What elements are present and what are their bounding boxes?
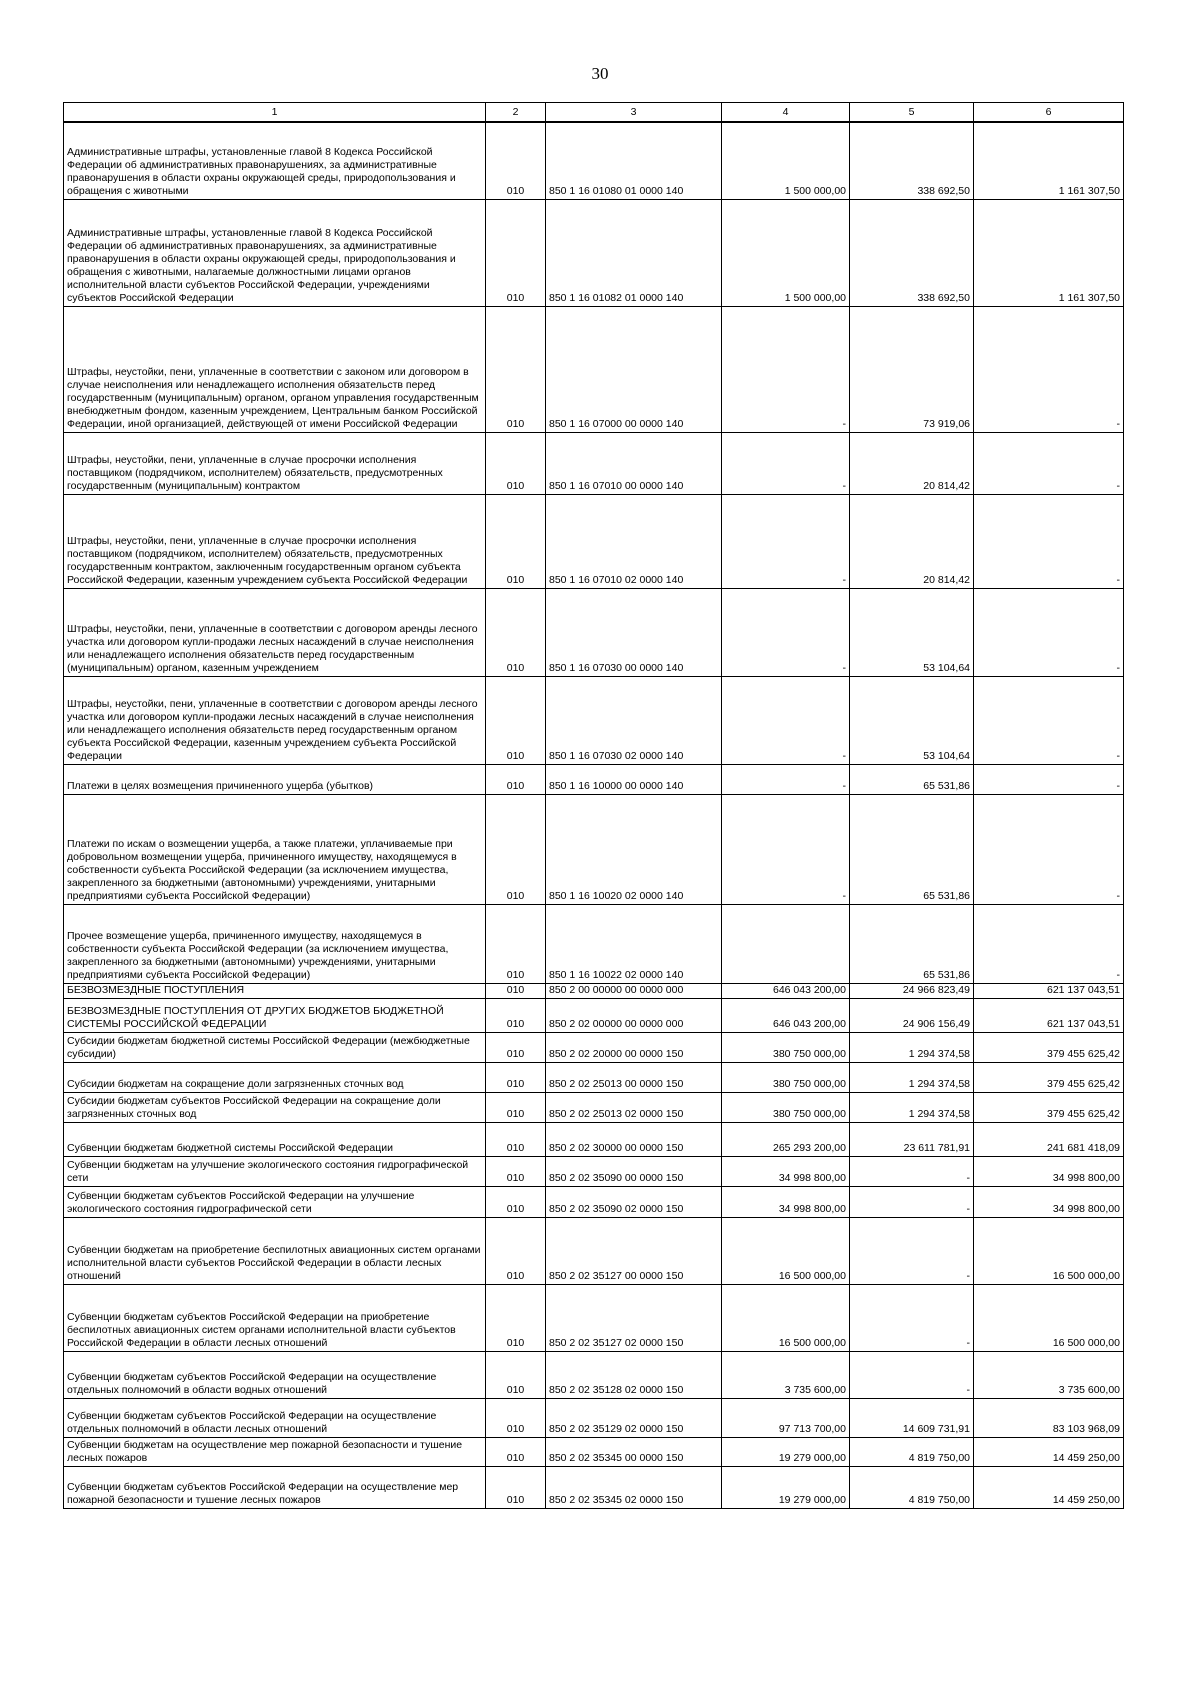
row-executed: 14 609 731,91: [850, 1398, 974, 1437]
table-row: [64, 676, 1124, 764]
table-row: [64, 1284, 1124, 1351]
table-row: [64, 1351, 1124, 1398]
row-name: Платежи в целях возмещения причиненного ущерба (убытков): [64, 764, 486, 794]
row-code: 010: [486, 1398, 546, 1437]
row-approved: 34 998 800,00: [722, 1186, 850, 1217]
row-name: Административные штрафы, установленные главой 8 Кодекса Российской Федерации об административных правонарушениях, за административные правонарушения в области охраны окружающей среды, природопользования и обращения с животными, налагаемые должностными лицами органов исполнительной власти субъектов Российской Федерации, учреждениями субъектов Российской Федерации: [64, 199, 486, 306]
row-approved: -: [722, 306, 850, 432]
row-code: 010: [486, 998, 546, 1032]
row-name: Субвенции бюджетам бюджетной системы Российской Федерации: [64, 1122, 486, 1156]
row-unexecuted: 621 137 043,51: [974, 983, 1124, 998]
row-unexecuted: 16 500 000,00: [974, 1217, 1124, 1284]
row-approved: 34 998 800,00: [722, 1156, 850, 1186]
row-unexecuted: 1 161 307,50: [974, 199, 1124, 306]
row-executed: 4 819 750,00: [850, 1437, 974, 1466]
row-executed: 1 294 374,58: [850, 1032, 974, 1062]
row-name: Субвенции бюджетам субъектов Российской Федерации на осуществление отдельных полномочий в области лесных отношений: [64, 1398, 486, 1437]
row-approved: -: [722, 588, 850, 676]
row-name: Субсидии бюджетам на сокращение доли загрязненных сточных вод: [64, 1062, 486, 1092]
row-approved: 19 279 000,00: [722, 1437, 850, 1466]
row-approved: 16 500 000,00: [722, 1217, 850, 1284]
row-kbk: 850 2 02 35127 02 0000 150: [546, 1284, 722, 1351]
row-approved: -: [722, 432, 850, 494]
row-executed: 20 814,42: [850, 432, 974, 494]
row-executed: 1 294 374,58: [850, 1092, 974, 1122]
row-unexecuted: 379 455 625,42: [974, 1062, 1124, 1092]
row-unexecuted: 34 998 800,00: [974, 1156, 1124, 1186]
row-kbk: 850 2 02 35090 02 0000 150: [546, 1186, 722, 1217]
row-executed: 338 692,50: [850, 199, 974, 306]
row-kbk: 850 2 02 30000 00 0000 150: [546, 1122, 722, 1156]
row-name: Административные штрафы, установленные главой 8 Кодекса Российской Федерации об административных правонарушениях, за административные правонарушения в области охраны окружающей среды, природопользования и обращения с животными: [64, 122, 486, 199]
table-row: [64, 199, 1124, 306]
row-code: 010: [486, 1122, 546, 1156]
table-row: [64, 432, 1124, 494]
row-unexecuted: 1 161 307,50: [974, 122, 1124, 199]
row-unexecuted: 14 459 250,00: [974, 1466, 1124, 1508]
table-row: [64, 1466, 1124, 1508]
row-kbk: 850 2 02 25013 02 0000 150: [546, 1092, 722, 1122]
row-kbk: 850 1 16 01080 01 0000 140: [546, 122, 722, 199]
row-approved: 380 750 000,00: [722, 1092, 850, 1122]
row-kbk: 850 1 16 10020 02 0000 140: [546, 794, 722, 904]
row-code: 010: [486, 764, 546, 794]
row-kbk: 850 1 16 10022 02 0000 140: [546, 904, 722, 983]
row-unexecuted: -: [974, 494, 1124, 588]
row-approved: -: [722, 494, 850, 588]
table-row: [64, 588, 1124, 676]
column-header-3: 3: [546, 103, 722, 123]
row-approved: -: [722, 764, 850, 794]
row-unexecuted: 379 455 625,42: [974, 1032, 1124, 1062]
row-executed: 24 906 156,49: [850, 998, 974, 1032]
row-executed: 65 531,86: [850, 764, 974, 794]
row-approved: 265 293 200,00: [722, 1122, 850, 1156]
row-kbk: 850 2 02 35129 02 0000 150: [546, 1398, 722, 1437]
row-name: Штрафы, неустойки, пени, уплаченные в соответствии с договором аренды лесного участка или договором купли-продажи лесных насаждений в случае неисполнения или ненадлежащего исполнения обязательств перед государственным (муниципальным) органом, казенным учреждением: [64, 588, 486, 676]
row-kbk: 850 2 02 35345 00 0000 150: [546, 1437, 722, 1466]
table-row: [64, 1032, 1124, 1062]
row-executed: 20 814,42: [850, 494, 974, 588]
table-row: [64, 494, 1124, 588]
row-approved: 3 735 600,00: [722, 1351, 850, 1398]
row-code: 010: [486, 904, 546, 983]
row-code: 010: [486, 199, 546, 306]
table-row: [64, 1186, 1124, 1217]
row-name: Субсидии бюджетам бюджетной системы Российской Федерации (межбюджетные субсидии): [64, 1032, 486, 1062]
row-unexecuted: -: [974, 904, 1124, 983]
row-approved: -: [722, 676, 850, 764]
row-executed: 338 692,50: [850, 122, 974, 199]
row-kbk: 850 2 00 00000 00 0000 000: [546, 983, 722, 998]
row-kbk: 850 1 16 07000 00 0000 140: [546, 306, 722, 432]
table-row: [64, 122, 1124, 199]
row-unexecuted: -: [974, 764, 1124, 794]
row-code: 010: [486, 676, 546, 764]
row-code: 010: [486, 1351, 546, 1398]
row-executed: 73 919,06: [850, 306, 974, 432]
row-code: 010: [486, 1092, 546, 1122]
row-code: 010: [486, 1186, 546, 1217]
row-kbk: 850 1 16 07030 00 0000 140: [546, 588, 722, 676]
row-code: 010: [486, 1437, 546, 1466]
row-executed: 1 294 374,58: [850, 1062, 974, 1092]
row-kbk: 850 1 16 07030 02 0000 140: [546, 676, 722, 764]
table-row: [64, 904, 1124, 983]
row-name: Субвенции бюджетам субъектов Российской Федерации на осуществление отдельных полномочий в области водных отношений: [64, 1351, 486, 1398]
row-kbk: 850 2 02 35090 00 0000 150: [546, 1156, 722, 1186]
row-kbk: 850 2 02 35345 02 0000 150: [546, 1466, 722, 1508]
row-executed: -: [850, 1156, 974, 1186]
table-body: [64, 122, 1124, 1508]
row-approved: 1 500 000,00: [722, 122, 850, 199]
row-approved: 1 500 000,00: [722, 199, 850, 306]
row-kbk: 850 2 02 35127 00 0000 150: [546, 1217, 722, 1284]
row-name: Субвенции бюджетам на приобретение беспилотных авиационных систем органами исполнительной власти субъектов Российской Федерации в области лесных отношений: [64, 1217, 486, 1284]
row-executed: -: [850, 1284, 974, 1351]
row-name: Штрафы, неустойки, пени, уплаченные в случае просрочки исполнения поставщиком (подрядчиком, исполнителем) обязательств, предусмотренных государственным контрактом, заключенным государственным органом субъекта Российской Федерации, казенным учреждением субъекта Российской Федерации: [64, 494, 486, 588]
row-code: 010: [486, 588, 546, 676]
row-code: 010: [486, 1284, 546, 1351]
row-unexecuted: -: [974, 588, 1124, 676]
column-number-row: [64, 103, 1124, 123]
row-code: 010: [486, 1466, 546, 1508]
row-unexecuted: -: [974, 676, 1124, 764]
row-executed: 65 531,86: [850, 794, 974, 904]
table-row: [64, 1122, 1124, 1156]
row-kbk: 850 1 16 07010 00 0000 140: [546, 432, 722, 494]
row-code: 010: [486, 1032, 546, 1062]
row-name: Субвенции бюджетам субъектов Российской Федерации на улучшение экологического состояния гидрографической сети: [64, 1186, 486, 1217]
row-executed: -: [850, 1351, 974, 1398]
column-header-1: 1: [64, 103, 486, 123]
row-approved: 380 750 000,00: [722, 1032, 850, 1062]
row-approved: 97 713 700,00: [722, 1398, 850, 1437]
row-executed: 53 104,64: [850, 588, 974, 676]
row-kbk: 850 1 16 10000 00 0000 140: [546, 764, 722, 794]
row-code: 010: [486, 432, 546, 494]
row-code: 010: [486, 494, 546, 588]
table-row: [64, 998, 1124, 1032]
row-code: 010: [486, 122, 546, 199]
table-row: [64, 1217, 1124, 1284]
row-executed: -: [850, 1217, 974, 1284]
row-code: 010: [486, 1062, 546, 1092]
table-row: [64, 1156, 1124, 1186]
row-code: 010: [486, 983, 546, 998]
row-executed: 65 531,86: [850, 904, 974, 983]
table-row: [64, 983, 1124, 998]
table-row: [64, 306, 1124, 432]
row-approved: 646 043 200,00: [722, 983, 850, 998]
row-name: БЕЗВОЗМЕЗДНЫЕ ПОСТУПЛЕНИЯ: [64, 983, 486, 998]
table-row: [64, 794, 1124, 904]
row-unexecuted: 379 455 625,42: [974, 1092, 1124, 1122]
column-header-5: 5: [850, 103, 974, 123]
row-code: 010: [486, 306, 546, 432]
row-name: Штрафы, неустойки, пени, уплаченные в случае просрочки исполнения поставщиком (подрядчиком, исполнителем) обязательств, предусмотренных государственным (муниципальным) контрактом: [64, 432, 486, 494]
table-row: [64, 1062, 1124, 1092]
row-name: Субвенции бюджетам субъектов Российской Федерации на приобретение беспилотных авиационных систем органами исполнительной власти субъектов Российской Федерации в области лесных отношений: [64, 1284, 486, 1351]
column-header-2: 2: [486, 103, 546, 123]
table-row: [64, 764, 1124, 794]
row-unexecuted: -: [974, 432, 1124, 494]
row-name: БЕЗВОЗМЕЗДНЫЕ ПОСТУПЛЕНИЯ ОТ ДРУГИХ БЮДЖЕТОВ БЮДЖЕТНОЙ СИСТЕМЫ РОССИЙСКОЙ ФЕДЕРАЦИИ: [64, 998, 486, 1032]
row-unexecuted: 83 103 968,09: [974, 1398, 1124, 1437]
row-name: Субсидии бюджетам субъектов Российской Федерации на сокращение доли загрязненных сточных вод: [64, 1092, 486, 1122]
row-code: 010: [486, 1217, 546, 1284]
table-row: [64, 1437, 1124, 1466]
row-executed: -: [850, 1186, 974, 1217]
row-name: Субвенции бюджетам на улучшение экологического состояния гидрографической сети: [64, 1156, 486, 1186]
row-kbk: 850 2 02 20000 00 0000 150: [546, 1032, 722, 1062]
row-approved: -: [722, 794, 850, 904]
row-name: Штрафы, неустойки, пени, уплаченные в соответствии с договором аренды лесного участка или договором купли-продажи лесных насаждений в случае неисполнения или ненадлежащего исполнения обязательств перед государственным органом субъекта Российской Федерации, казенным учреждением субъекта Российской Федерации: [64, 676, 486, 764]
row-executed: 23 611 781,91: [850, 1122, 974, 1156]
row-unexecuted: 621 137 043,51: [974, 998, 1124, 1032]
row-name: Прочее возмещение ущерба, причиненного имуществу, находящемуся в собственности субъекта Российской Федерации (за исключением имущества, закрепленного за бюджетными (автономными) учреждениями, унитарными предприятиями субъекта Российской Федерации): [64, 904, 486, 983]
row-kbk: 850 1 16 07010 02 0000 140: [546, 494, 722, 588]
table-row: [64, 1092, 1124, 1122]
row-name: Субвенции бюджетам субъектов Российской Федерации на осуществление мер пожарной безопасности и тушение лесных пожаров: [64, 1466, 486, 1508]
row-executed: 4 819 750,00: [850, 1466, 974, 1508]
row-name: Субвенции бюджетам на осуществление мер пожарной безопасности и тушение лесных пожаров: [64, 1437, 486, 1466]
row-code: 010: [486, 1156, 546, 1186]
row-name: Штрафы, неустойки, пени, уплаченные в соответствии с законом или договором в случае неисполнения или ненадлежащего исполнения обязательств перед государственным (муниципальным) органом, органом управления государственным внебюджетным фондом, казенным учреждением, Центральным банком Российской Федерации, иной организацией, действующей от имени Российской Федерации: [64, 306, 486, 432]
row-approved: [722, 904, 850, 983]
page-number: 30: [591, 64, 609, 83]
row-approved: 380 750 000,00: [722, 1062, 850, 1092]
row-executed: 24 966 823,49: [850, 983, 974, 998]
row-unexecuted: 34 998 800,00: [974, 1186, 1124, 1217]
row-unexecuted: 14 459 250,00: [974, 1437, 1124, 1466]
table-row: [64, 1398, 1124, 1437]
row-unexecuted: 16 500 000,00: [974, 1284, 1124, 1351]
row-approved: 19 279 000,00: [722, 1466, 850, 1508]
income-table: [63, 102, 1124, 1509]
row-unexecuted: 241 681 418,09: [974, 1122, 1124, 1156]
row-approved: 16 500 000,00: [722, 1284, 850, 1351]
row-kbk: 850 2 02 00000 00 0000 000: [546, 998, 722, 1032]
row-kbk: 850 2 02 25013 00 0000 150: [546, 1062, 722, 1092]
column-header-6: 6: [974, 103, 1124, 123]
row-unexecuted: -: [974, 306, 1124, 432]
row-code: 010: [486, 794, 546, 904]
row-kbk: 850 2 02 35128 02 0000 150: [546, 1351, 722, 1398]
row-unexecuted: 3 735 600,00: [974, 1351, 1124, 1398]
row-unexecuted: -: [974, 794, 1124, 904]
row-executed: 53 104,64: [850, 676, 974, 764]
column-header-4: 4: [722, 103, 850, 123]
row-approved: 646 043 200,00: [722, 998, 850, 1032]
row-kbk: 850 1 16 01082 01 0000 140: [546, 199, 722, 306]
row-name: Платежи по искам о возмещении ущерба, а также платежи, уплачиваемые при добровольном возмещении ущерба, причиненного имуществу, находящемуся в собственности субъекта Российской Федерации (за исключением имущества, закрепленного за бюджетными (автономными) учреждениями, унитарными предприятиями субъекта Российской Федерации): [64, 794, 486, 904]
